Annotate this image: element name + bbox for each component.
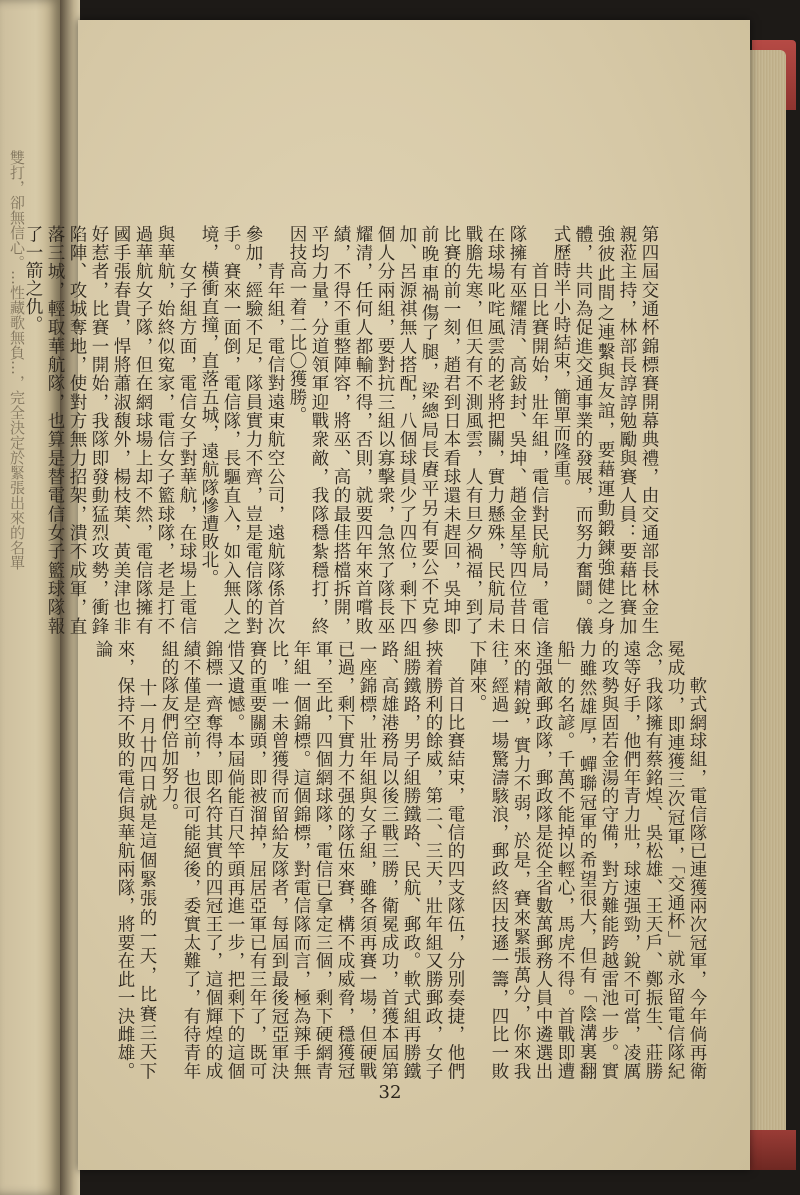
article-top-section: 第四屆交通杯錦標賽開幕典禮，由交通部長林金生親蒞主持，林部長諄諄勉勵與賽人員：要藉比賽加強彼此間之連繫與友誼，要藉運動鍛鍊強健之身體，共同為促進交通事業的發展，而努力奮鬪。儀式歷時半小時結束，簡單而隆重。 首日比賽開始，壯年組，電信對民航局，電信隊擁有巫耀清、高鈸封、吳坤、趙金星等四位昔日在球場叱咤風雲的老將把關，實力懸殊，民航局未戰膽先寒，但天有不測風雲，人有旦夕禍福，到了比賽的前一刻，趙君到日本看球還未趕回，吳坤即前晚車禍傷了腿，梁總局長賡平另有要公不克參加、呂源祺無人搭配，八個球員少了四位，剩下四個人分兩組，要對抗三組以寡擊衆，急煞了隊長巫耀清，任何人都輸不得，否則，就要四年來首嚐敗績，不得不重整陣容，將巫、高的最佳搭檔拆開，平均力量，分道領軍迎戰衆敵，我隊穩紮穩打，終因技高一着二比〇獲勝。 青年組，電信對遠東航空公司，遠航隊係首次參加，經驗不足，隊員實力不齊，豈是電信隊的對手。賽來一面倒，電信隊，長驅直入，如入無人之境，橫衝直撞，直落五城，遠航隊慘遭敗北。 女子組方面，電信女子對華航，在球場上電信與華航，始終似寃家，電信女子籃球隊，老是打不過華航女子隊，但在網球場上却不然，電信隊擁有國手張春貴，悍將蕭淑馥外，楊枝葉、黃美津也非好惹者，比賽一開始，我隊即發動猛烈攻勢，衝鋒陷陣、攻城奪地，使對方無力招架，潰不成軍，直落三城，輕取華航隊，也算是替電信女子籃球隊報了一箭之仇。 xyxy=(23,225,659,635)
left-page-text: 雙打，卻無信心。…性藏歌無負…，完全決定於緊張出來的名單 xyxy=(8,150,26,570)
page-number: 32 xyxy=(378,1082,402,1103)
article-bottom-section: 軟式網球組，電信隊已連獲兩次冠軍，今年倘再衛冕成功，即連獲三次冠軍，「交通杯」就永留電信隊紀念，我隊擁有蔡銘煌、吳松雄、王天戶、鄭振生、莊勝遠等好手，他們年青力壯，球速强勁，銳不可當，凌厲的攻勢與固若金湯的守備，對方難能跨越雷池一步。實力雖然雄厚，蟬聯冠軍的希望很大，但有「陰溝裏翻船」的名諺。千萬不能掉以輕心，馬虎不得。首戰即遭逢强敵郵政隊，郵政隊是從全省數萬郵務人員中遴選出來的精銳，實力不弱，於是，賽來緊張萬分，你來我往，經過一場驚濤駭浪，郵政終因技遜一籌，四比一敗下陣來。 首日比賽結束，電信的四支隊伍，分別奏捷，他們挾着勝利的餘威，第二、三天，壯年組又勝郵政，女子組勝鐵路，男子組勝鐵路、民航、郵政。軟式組再勝鐵路、高雄港務局以後三戰三勝，衛冕成功，首獲本屆第一座錦標，壯年組與女子組，雖各須再賽一場，但硬戰已過，剩下實力不强的隊伍來賽，構不成威脅，穩獲冠軍，至此，四個網球隊，電信已拿定三個，剩下硬網青年組一個錦標。這個錦標，對電信隊而言，極為辣手無比，唯一未曾獲得而留給友隊者，每屆到最後冠亞軍決賽的重要關頭，即被溜掉，屈居亞軍已有三年了，既可惜又遺憾。本屆倘能百尺竿頭再進一步，把剩下的這個錦標一齊奪得，即名符其實的四冠王了，這個輝煌的成績不僅是空前，也很可能絕後，委實太難了，有待青年組的隊友們倍加努力。 十一月廿四日就是這個緊張的一天，比賽三天下來，保持不敗的電信與華航兩隊，將要在此一決雌雄。論 xyxy=(93,640,707,1080)
page-edges xyxy=(748,50,786,1150)
